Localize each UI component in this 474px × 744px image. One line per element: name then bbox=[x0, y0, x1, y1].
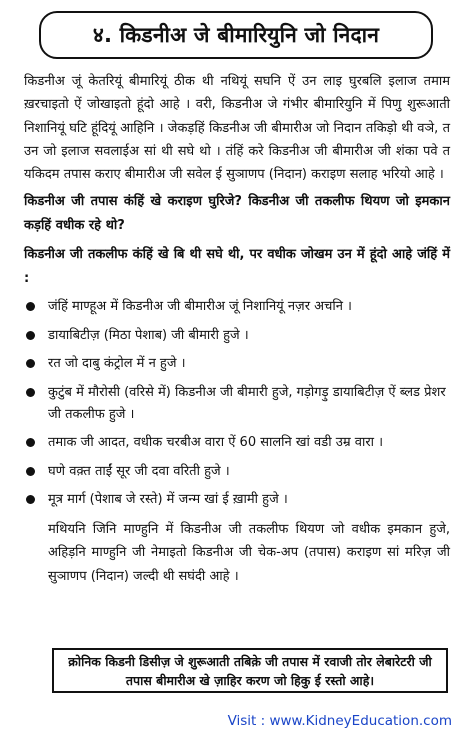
list-item-text: मूत्र मार्ग (पेशाब जे रस्ते) में जन्म खां ई ख़ामी हुजे । bbox=[48, 492, 288, 508]
list-item bbox=[24, 325, 450, 347]
list-item-text: डायाबिटीज़ (मिठा पेशाब) जी बीमारी हुजे । bbox=[48, 327, 249, 343]
bullet-icon bbox=[26, 388, 35, 397]
bullet-icon bbox=[26, 438, 35, 447]
bullet-icon bbox=[26, 302, 35, 311]
bullet-icon bbox=[26, 467, 35, 476]
footer-link[interactable]: Visit : www.KidneyEducation.com bbox=[227, 713, 452, 729]
list-item bbox=[24, 382, 450, 426]
bullet-icon bbox=[26, 331, 35, 340]
main-content bbox=[24, 70, 450, 588]
list-item-text: कुटुंब में मौरोसी (वरिसे में) किडनीअ जी बीमारी हुजे, गड़ोगड़ु डायाबिटीज़ ऐं ब्लड प्रेशर जी तकलीफ हुजे । bbox=[48, 384, 446, 422]
list-item-text: जंहिं माण्हूअ में किडनीअ जी बीमारीअ जूं निशानियूं नज़र अचनि । bbox=[48, 299, 352, 315]
bullet-icon bbox=[26, 495, 35, 504]
risk-list bbox=[24, 296, 450, 511]
title-box bbox=[39, 11, 433, 59]
list-item bbox=[24, 353, 450, 375]
callout-text: क्रोनिक किडनी डिसीज़ जे शुरूआती तबिक़े जी तपास में रवाजी तोर लेबारेटरी जी तपास बीमारीअ खे ज़ाहिर करण जो हिकु ई रस्तो आहे। bbox=[68, 653, 432, 688]
list-item bbox=[24, 432, 450, 454]
risk-subheading: किडनीअ जी तकलीफ कंहिं खे बि थी सघे थी, पर वधीक जोखम उन में हूंदो आहे जंहिं में : bbox=[24, 247, 450, 286]
list-item bbox=[24, 461, 450, 483]
list-item-text: रत जो दाबु कंट्रोल में न हुजे । bbox=[48, 356, 186, 372]
closing-paragraph: मथियनि जिनि माण्हुनि में किडनीअ जी तकलीफ थियण जो वधीक इमकान हुजे, अहिड़नि माण्हुनि जी नेमाइतो किडनीअ जी चेक-अप (तपास) कराइण सां मरिज़ जी सुञाणप (निदान) जल्दी थी सघंदी आहे । bbox=[48, 521, 450, 584]
question-heading: किडनीअ जी तपास कंहिं खे कराइण घुरिजे? किडनीअ जी तकलीफ थियण जो इमकान कड़हिं वधीक रहे थो? bbox=[24, 194, 450, 233]
list-item bbox=[24, 489, 450, 511]
list-item bbox=[24, 296, 450, 318]
list-item-text: तमाक जी आदत, वधीक चरबीअ वारा ऐं 60 सालनि खां वडी उम्र वारा । bbox=[48, 435, 384, 451]
bullet-icon bbox=[26, 359, 35, 368]
page-title: ४. किडनीअ जे बीमारियुनि जो निदान bbox=[92, 23, 380, 47]
callout-box bbox=[52, 648, 448, 693]
intro-paragraph: किडनीअ जूं केतरियूं बीमारियूं ठीक थी नथियूं सघनि ऐं उन लाइ घुरबलि इलाज तमाम ख़रचाइतो ऐं जोखाइतो हूंदो आहे । वरी, किडनीअ जे गंभीर बीमारियुनि में पिणु शुरूआती निशानियूं घटि हूंदियूं आहिनि । जेकड़हिं किडनीअ जी बीमारीअ जो निदान तकिड़ो थी वञे, त उन जो इलाज सवलाईअ सां थी सघे थो । तंहिं करे किडनीअ जी बीमारीअ जी शंका पवे त यकिदम तपास कराए बीमारीअ जी सवेल ई सुञाणप (निदान) कराइण सलाह भरियो आहे । bbox=[24, 74, 450, 183]
list-item-text: घणे वक़्त ताईं सूर जी दवा वरिती हुजे । bbox=[48, 463, 230, 479]
